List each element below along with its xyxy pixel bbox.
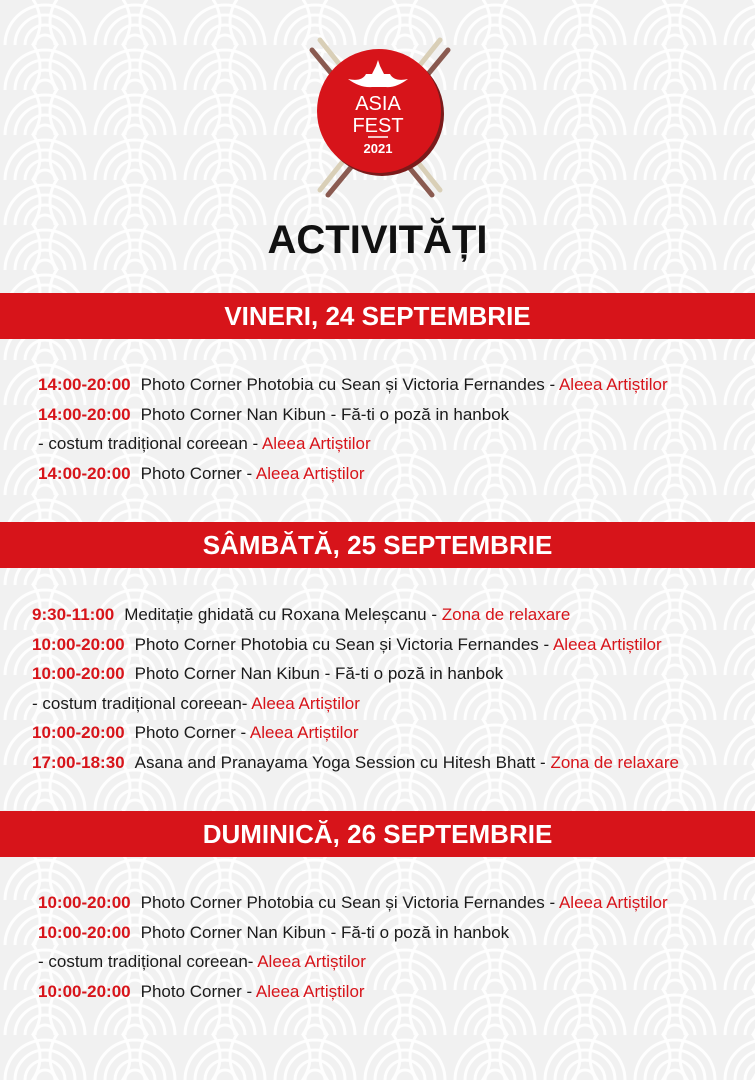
activity-line xyxy=(32,630,755,660)
activity-location: Aleea Artiștilor xyxy=(255,463,365,483)
activity-description: - costum tradițional coreean- xyxy=(38,952,258,972)
svg-text:ASIA: ASIA xyxy=(355,93,401,115)
day-activity-list xyxy=(0,888,755,1006)
activity-line xyxy=(32,600,755,630)
activity-line xyxy=(38,918,755,948)
activity-time: 9:30-11:00 xyxy=(32,605,115,624)
activity-line xyxy=(38,370,755,400)
activity-line xyxy=(32,659,755,689)
activity-line xyxy=(38,429,755,459)
activity-location: Aleea Artiștilor xyxy=(255,981,365,1001)
activity-description: Photo Corner Nan Kibun - Fă-ti o poză in hanbok xyxy=(140,922,510,942)
asia-fest-logo xyxy=(300,30,460,200)
activity-line xyxy=(38,400,755,430)
activity-description: Photo Corner Nan Kibun - Fă-ti o poză in hanbok xyxy=(140,404,510,424)
activity-line xyxy=(38,947,755,977)
activity-location: Zona de relaxare xyxy=(441,605,571,624)
activity-line xyxy=(32,689,755,719)
activity-time: 14:00-20:00 xyxy=(38,463,131,483)
activity-time: 10:00-20:00 xyxy=(32,664,125,684)
day-activity-list xyxy=(0,600,755,778)
activity-line xyxy=(32,748,755,778)
activity-description: Asana and Pranayama Yoga Session cu Hitesh Bhatt - xyxy=(134,752,551,772)
activity-time: 10:00-20:00 xyxy=(32,634,125,654)
day-header: DUMINICĂ, 26 SEPTEMBRIE xyxy=(0,811,755,857)
activity-time: 14:00-20:00 xyxy=(38,375,131,394)
activity-time: 10:00-20:00 xyxy=(38,981,131,1001)
activity-line xyxy=(38,459,755,489)
activity-description: Photo Corner - xyxy=(140,981,256,1001)
activity-line xyxy=(32,718,755,748)
activity-description: Photo Corner - xyxy=(140,463,256,483)
activity-time: 10:00-20:00 xyxy=(38,922,131,942)
activity-location: Aleea Artiștilor xyxy=(261,434,371,454)
activity-time: 10:00-20:00 xyxy=(32,723,125,743)
day-header: VINERI, 24 SEPTEMBRIE xyxy=(0,293,755,339)
activity-location: Aleea Artiștilor xyxy=(552,634,662,654)
svg-text:2021: 2021 xyxy=(363,141,393,156)
activity-description: Meditație ghidată cu Roxana Meleșcanu - xyxy=(124,605,442,624)
activity-line xyxy=(38,888,755,918)
activity-location: Aleea Artiștilor xyxy=(558,893,668,912)
activity-location: Aleea Artiștilor xyxy=(249,723,359,743)
activity-location: Aleea Artiștilor xyxy=(251,693,360,713)
activity-line xyxy=(38,977,755,1007)
activity-location: Aleea Artiștilor xyxy=(257,952,366,972)
activity-description: - costum tradițional coreean - xyxy=(38,434,262,454)
day-header: SÂMBĂTĂ, 25 SEPTEMBRIE xyxy=(0,522,755,568)
activity-location: Aleea Artiștilor xyxy=(558,375,668,394)
activity-description: Photo Corner Nan Kibun - Fă-ti o poză in hanbok xyxy=(134,664,504,684)
activity-description: Photo Corner Photobia cu Sean și Victoria Fernandes - xyxy=(134,634,553,654)
activity-location: Zona de relaxare xyxy=(550,752,679,772)
activity-time: 17:00-18:30 xyxy=(32,752,125,772)
page-title: ACTIVITĂȚI xyxy=(267,218,488,262)
svg-text:FEST: FEST xyxy=(352,115,404,137)
activity-description: - costum tradițional coreean- xyxy=(32,693,252,713)
activity-description: Photo Corner Photobia cu Sean și Victoria Fernandes - xyxy=(140,375,559,394)
activity-description: Photo Corner - xyxy=(134,723,250,743)
activity-time: 14:00-20:00 xyxy=(38,404,131,424)
activity-description: Photo Corner Photobia cu Sean și Victoria Fernandes - xyxy=(140,893,559,912)
activity-time: 10:00-20:00 xyxy=(38,893,131,912)
day-activity-list xyxy=(0,370,755,488)
